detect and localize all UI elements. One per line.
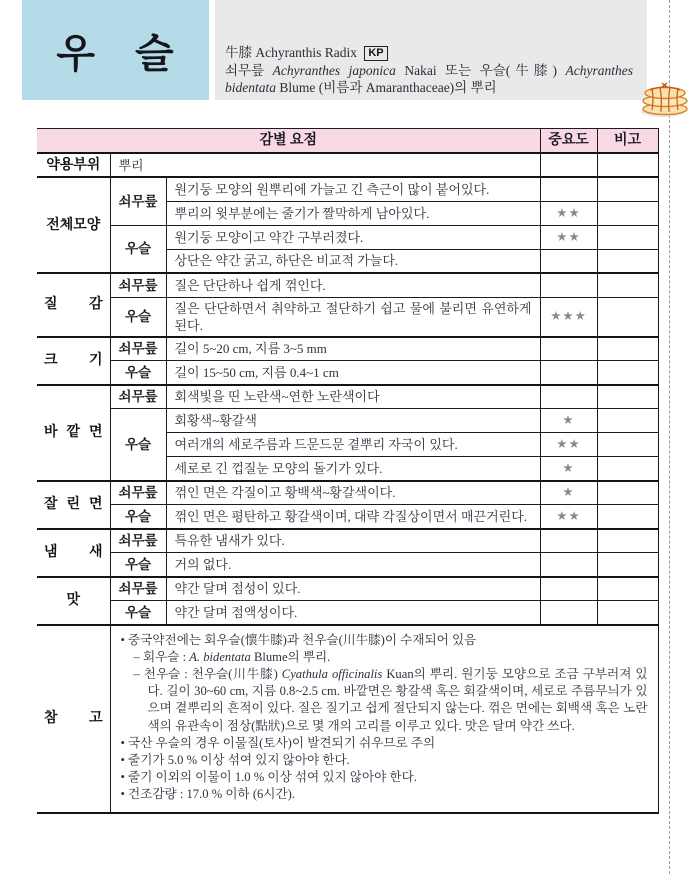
row-label: 약용부위 <box>37 153 110 177</box>
scientific-name: Achyranthes japonica <box>272 63 396 78</box>
criteria-cell: 꺾인 면은 평탄하고 황갈색이며, 대략 각질상이면서 매끈거린다. <box>166 505 540 529</box>
sub-label: 쇠무릎 <box>110 481 166 505</box>
criteria-cell: 회색빛을 띤 노란색~연한 노란색이다 <box>166 385 540 409</box>
criteria-cell: 세로로 긴 껍질눈 모양의 돌기가 있다. <box>166 457 540 481</box>
remark-cell <box>597 337 658 361</box>
table-row <box>37 337 658 361</box>
sub-label: 쇠무릎 <box>110 577 166 601</box>
remark-cell <box>597 273 658 297</box>
remark-cell <box>597 361 658 385</box>
table-row <box>37 297 658 337</box>
remark-cell <box>597 481 658 505</box>
latin-name: Achyranthis Radix <box>255 45 357 60</box>
table-row <box>37 177 658 201</box>
criteria-cell: 길이 5~20 cm, 지름 3~5 mm <box>166 337 540 361</box>
remark-cell <box>597 297 658 337</box>
sub-label: 쇠무릎 <box>110 273 166 297</box>
header-importance: 중요도 <box>540 129 597 154</box>
criteria-cell: 회황색~황갈색 <box>166 409 540 433</box>
header-remarks: 비고 <box>597 129 658 154</box>
row-label: 바 깥 면 <box>37 385 110 481</box>
criteria-cell: 원기둥 모양의 원뿌리에 가늘고 긴 측근이 많이 붙어있다. <box>166 177 540 201</box>
remark-cell <box>597 153 658 177</box>
remark-cell <box>597 225 658 249</box>
remark-cell <box>597 177 658 201</box>
latin-name-line <box>225 44 633 61</box>
scientific-name: Cyathula officinalis <box>281 666 383 681</box>
importance-cell <box>540 337 597 361</box>
row-label: 잘 린 면 <box>37 481 110 529</box>
sub-label: 우슬 <box>110 601 166 625</box>
remark-cell <box>597 457 658 481</box>
source-text: 쇠무릎 <box>225 63 273 78</box>
row-label: 크 기 <box>37 337 110 385</box>
table-row <box>37 577 658 601</box>
criteria-cell: 상단은 약간 굵고, 하단은 비교적 가늘다. <box>166 249 540 273</box>
importance-cell: ★★ <box>540 505 597 529</box>
remark-cell <box>597 409 658 433</box>
sub-label: 우슬 <box>110 225 166 273</box>
row-label: 냄 새 <box>37 529 110 577</box>
importance-cell <box>540 361 597 385</box>
table-row <box>37 153 658 177</box>
sub-label: 우슬 <box>110 553 166 577</box>
remark-cell <box>597 249 658 273</box>
table-row <box>37 505 658 529</box>
importance-cell: ★★ <box>540 433 597 457</box>
sub-label: 우슬 <box>110 361 166 385</box>
table-row <box>37 273 658 297</box>
note-item: • 국산 우슬의 경우 이물질(토사)이 발견되기 쉬우므로 주의 <box>120 735 436 750</box>
importance-cell: ★★ <box>540 225 597 249</box>
sub-label: 쇠무릎 <box>110 385 166 409</box>
remark-cell <box>597 201 658 225</box>
note-item: • 줄기 이외의 이물이 1.0 % 이상 섞여 있지 않아야 한다. <box>120 770 417 785</box>
sub-label: 우슬 <box>110 297 166 337</box>
table-row <box>37 385 658 409</box>
page-fold-dashed-line <box>669 0 670 874</box>
table-row <box>37 529 658 553</box>
criteria-cell: 약간 달며 점성이 있다. <box>166 577 540 601</box>
criteria-cell: 원기둥 모양이고 약간 구부러졌다. <box>166 225 540 249</box>
page-title: 우 슬 <box>56 30 175 76</box>
note-item: • 건조감량 : 17.0 % 이하 (6시간). <box>120 787 295 802</box>
identification-table <box>37 128 659 814</box>
importance-cell: ★★★ <box>540 297 597 337</box>
row-label: 맛 <box>37 577 110 625</box>
remark-cell <box>597 433 658 457</box>
criteria-cell: 여러개의 세로주름과 드문드문 곁뿌리 자국이 있다. <box>166 433 540 457</box>
criteria-cell: 뿌리 <box>110 153 540 177</box>
source-text: Nakai 또는 우슬(牛膝) <box>395 63 566 78</box>
drug-subtitle-block <box>215 0 647 100</box>
importance-cell: ★ <box>540 481 597 505</box>
kp-badge: KP <box>364 46 387 61</box>
criteria-cell: 질은 단단하면서 취약하고 절단하기 쉽고 물에 불리면 유연하게 된다. <box>166 297 540 337</box>
importance-cell <box>540 385 597 409</box>
note-item: • 중국약전에는 회우슬(懷牛膝)과 천우슬(川牛膝)이 수재되어 있음 <box>120 632 477 647</box>
note-item <box>121 666 648 735</box>
note-text: Blume의 뿌리. <box>250 649 331 664</box>
botanical-source-line <box>225 62 633 96</box>
note-text: – 회우슬 : <box>133 649 190 664</box>
criteria-cell: 꺾인 면은 각질이고 황백색~황갈색이다. <box>166 481 540 505</box>
criteria-cell: 질은 단단하나 쉽게 꺾인다. <box>166 273 540 297</box>
drug-title-block <box>22 0 209 100</box>
notes-cell <box>110 625 658 813</box>
row-label: 전체모양 <box>37 177 110 273</box>
sub-label: 쇠무릎 <box>110 177 166 225</box>
criteria-cell: 길이 15~50 cm, 지름 0.4~1 cm <box>166 361 540 385</box>
importance-cell <box>540 177 597 201</box>
importance-cell <box>540 601 597 625</box>
table-row-notes <box>37 625 658 813</box>
row-label: 참 고 <box>37 625 110 813</box>
table-row <box>37 225 658 249</box>
sub-label: 쇠무릎 <box>110 529 166 553</box>
importance-cell <box>540 577 597 601</box>
table-row <box>37 601 658 625</box>
source-text: Blume (비름과 Amaranthaceae)의 뿌리 <box>276 80 497 95</box>
sub-label: 우슬 <box>110 409 166 481</box>
note-item <box>121 649 648 666</box>
remark-cell <box>597 529 658 553</box>
remark-cell <box>597 385 658 409</box>
header-key-points: 감별 요점 <box>37 129 540 154</box>
note-text: – 천우슬 : 천우슬(川牛膝) <box>133 666 282 681</box>
note-item: • 줄기가 5.0 % 이상 섞여 있지 않아야 한다. <box>120 752 350 767</box>
remark-cell <box>597 553 658 577</box>
importance-cell <box>540 273 597 297</box>
importance-cell <box>540 153 597 177</box>
scientific-name: A. bidentata <box>189 649 251 664</box>
importance-cell <box>540 553 597 577</box>
table-row <box>37 361 658 385</box>
importance-cell: ★ <box>540 457 597 481</box>
note-text: Kuan의 뿌리. 원기둥 모양으로 조금 구부러져 있다. 길이 30~60 cm, 지름 0.8~2.5 cm. 바깥면은 황갈색 혹은 회갈색이며, 세로로 주름무늬가 있으며 곁뿌리의 흔적이 있다. 질은 질기고 쉽게 절단되지 않는다. 꺾은 면에는 회백색 혹은 노란색의 유관속이 점상(點狀)으로 몇 개의 고리를 이루고 있다. 맛은 달며 약간 쓰다. <box>147 666 648 733</box>
table-row <box>37 481 658 505</box>
hanja-name: 牛膝 <box>225 45 252 60</box>
importance-cell: ★★ <box>540 201 597 225</box>
sub-label: 우슬 <box>110 505 166 529</box>
importance-cell <box>540 529 597 553</box>
scientific-name: Achyranthes bidentata <box>225 63 634 95</box>
table-row <box>37 409 658 433</box>
criteria-cell: 특유한 냄새가 있다. <box>166 529 540 553</box>
remark-cell <box>597 601 658 625</box>
remark-cell <box>597 505 658 529</box>
herb-bundle-icon <box>640 82 690 118</box>
table-row <box>37 553 658 577</box>
importance-cell: ★ <box>540 409 597 433</box>
criteria-cell: 약간 달며 점액성이다. <box>166 601 540 625</box>
monograph-header <box>22 0 647 100</box>
criteria-cell: 뿌리의 윗부분에는 줄기가 짤막하게 남아있다. <box>166 201 540 225</box>
criteria-cell: 거의 없다. <box>166 553 540 577</box>
importance-cell <box>540 249 597 273</box>
sub-label: 쇠무릎 <box>110 337 166 361</box>
remark-cell <box>597 577 658 601</box>
row-label: 질 감 <box>37 273 110 337</box>
table-header-row <box>37 129 658 154</box>
